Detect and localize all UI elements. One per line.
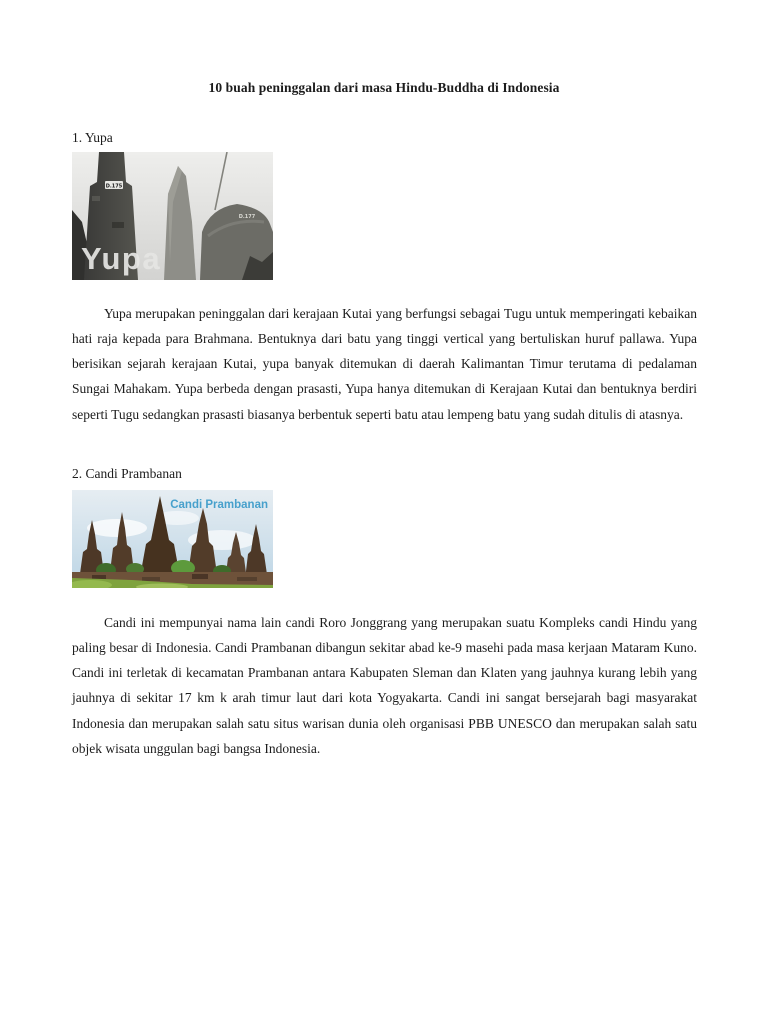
- yupa-photo-graphic: [72, 152, 273, 280]
- section-2-paragraph: Candi ini mempunyai nama lain candi Roro Jonggrang yang merupakan suatu Kompleks candi Hindu yang paling besar di Indonesia. Candi Prambanan dibangun sekitar abad ke-9 masehi pada masa kerjaan Mataram Kuno. Candi ini terletak di kecamatan Prambanan antara Kabupaten Sleman dan Klaten yang jauhnya kurang lebih yang jauhnya di sekitar 17 km k arah timur laut dari kota Yogyakarta. Candi ini sangat bersejarah bagi masyarakat Indonesia dan merupakan salah satu situs warisan dunia oleh organisasi PBB UNESCO dan merupakan salah satu objek wisata unggulan bagi bangsa Indonesia.: [72, 614, 697, 756]
- prambanan-photo: [72, 490, 273, 588]
- yupa-overlay-text: Yupa: [81, 241, 162, 276]
- prambanan-photo-graphic: [72, 490, 273, 588]
- prambanan-caption-text: Candi Prambanan: [170, 499, 268, 511]
- ruin-stone: [237, 577, 257, 581]
- yupa-stone-label-left: D.175: [105, 183, 123, 190]
- stone-texture: [112, 222, 124, 228]
- ruin-stone: [142, 577, 160, 581]
- yupa-stone-label-right: D.177: [238, 214, 256, 220]
- ruin-stone: [192, 574, 208, 579]
- section-1-heading: 1. Yupa: [72, 130, 113, 145]
- document-title: 10 buah peninggalan dari masa Hindu-Buddha di Indonesia: [208, 80, 560, 95]
- yupa-photo: [72, 152, 273, 280]
- ruin-stone: [92, 575, 106, 579]
- stone-texture: [92, 196, 100, 201]
- cloud-shape: [87, 519, 147, 537]
- section-1-paragraph: Yupa merupakan peninggalan dari kerajaan Kutai yang berfungsi sebagai Tugu untuk memperingati kebaikan hati raja kepada para Brahmana. Bentuknya dari batu yang tinggi vertical yang bertuliskan huruf pallawa. Yupa berisikan sejarah kerajaan Kutai, yupa banyak ditemukan di daerah Kalimantan Timur terutama di pedalaman Sungai Mahakam. Yupa berbeda dengan prasasti, Yupa hanya ditemukan di Kerajaan Kutai dan bentuknya berdiri seperti Tugu sedangkan prasasti biasanya berbentuk seperti batu atau lempeng batu yang sudah ditulis di atasnya.: [72, 305, 697, 422]
- section-2-heading: 2. Candi Prambanan: [72, 466, 182, 481]
